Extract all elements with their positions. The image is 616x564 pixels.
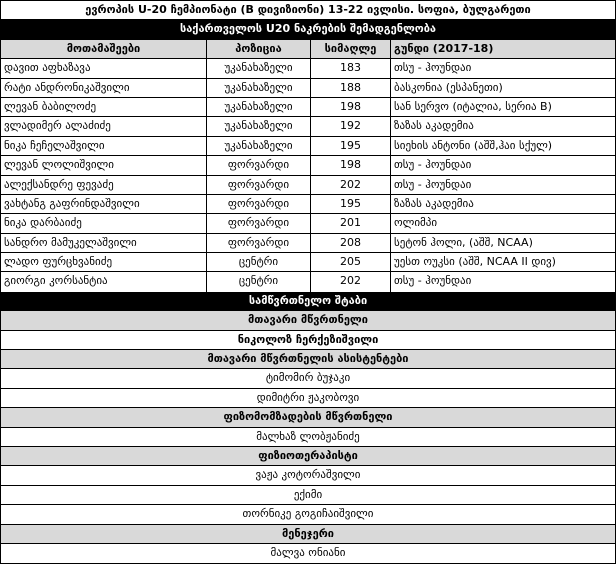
player-height: 202 bbox=[311, 176, 391, 194]
player-position: ფორვარდი bbox=[207, 195, 311, 213]
player-name: გიორგი კორსანტია bbox=[1, 272, 207, 291]
staff-name-row bbox=[1, 428, 615, 447]
staff-name: დიმიტრი ჟაკობოვი bbox=[1, 389, 615, 407]
staff-role-row bbox=[1, 408, 615, 427]
header-players: მოთამაშეები bbox=[1, 40, 207, 58]
staff-role: მენეჯერი bbox=[1, 525, 615, 543]
table-row bbox=[1, 176, 615, 195]
staff-role: ფიზომომზადების მწვრთნელი bbox=[1, 408, 615, 426]
table-row bbox=[1, 79, 615, 98]
player-position: უკანახაზელი bbox=[207, 98, 311, 116]
player-height: 198 bbox=[311, 156, 391, 174]
table-row bbox=[1, 214, 615, 233]
header-team: გუნდი (2017-18) bbox=[391, 40, 615, 58]
roster-banner: საქართველოს U20 ნაკრების შემადგენლობა bbox=[179, 22, 437, 36]
table-row bbox=[1, 98, 615, 117]
table-row bbox=[1, 117, 615, 136]
player-team: ზაზას აკადემია bbox=[394, 196, 474, 210]
table-row bbox=[1, 137, 615, 156]
header-height: სიმაღლე bbox=[311, 40, 391, 58]
staff-name: ტიმომირ ბუჯაკი bbox=[1, 369, 615, 387]
player-name: ვახტანგ გაფრინდაშვილი bbox=[1, 195, 207, 213]
player-team: თსუ - ჰოუნდაი bbox=[394, 177, 472, 191]
player-height: 202 bbox=[311, 272, 391, 291]
player-name: ნიკა დარბაიძე bbox=[1, 214, 207, 232]
player-position: ფორვარდი bbox=[207, 156, 311, 174]
player-team: უესთ ოუკსი (აშშ, NCAA II დივ) bbox=[394, 255, 556, 269]
player-position: ფორვარდი bbox=[207, 176, 311, 194]
staff-name-row bbox=[1, 369, 615, 388]
player-height: 188 bbox=[311, 79, 391, 97]
player-team: თსუ - ჰოუნდაი bbox=[394, 61, 472, 75]
staff-role-row bbox=[1, 311, 615, 330]
player-team: სეტონ ჰოლი, (აშშ, NCAA) bbox=[394, 235, 533, 249]
player-position: ცენტრი bbox=[207, 253, 311, 271]
staff-name: მალვა ონიანი bbox=[1, 544, 615, 563]
player-team: ოლიმპი bbox=[394, 216, 438, 230]
player-team: სიეხის ანტონი (აშშ,ჰაი სქულ) bbox=[394, 138, 553, 152]
player-height: 183 bbox=[311, 59, 391, 77]
player-name: ლევან ბაბილოძე bbox=[1, 98, 207, 116]
staff-name-row bbox=[1, 544, 615, 563]
staff-name: თორნიკე გოგიჩაიშვილი bbox=[1, 505, 615, 523]
player-position: ფორვარდი bbox=[207, 234, 311, 252]
banner-row bbox=[1, 20, 615, 39]
player-name: ნიკა ჩეჩელაშვილი bbox=[1, 137, 207, 155]
staff-role: მთავარი მწვრთნელის ასისტენტები bbox=[1, 350, 615, 368]
staff-role-row bbox=[1, 350, 615, 369]
sheet-title: ევროპის U-20 ჩემპიონატი (B დივიზიონი) 13-22 ივლისი. სოფია, ბულგარეთი bbox=[85, 3, 531, 16]
player-name: ალექსანდრე ფევაძე bbox=[1, 176, 207, 194]
staff-name-row bbox=[1, 466, 615, 485]
table-row bbox=[1, 156, 615, 175]
player-height: 201 bbox=[311, 214, 391, 232]
staff-name-row bbox=[1, 331, 615, 350]
player-team: თსუ - ჰოუნდაი bbox=[394, 274, 472, 288]
player-height: 205 bbox=[311, 253, 391, 271]
player-name: ვლადიმერ ალაძიძე bbox=[1, 117, 207, 135]
staff-name: ექიმი bbox=[1, 486, 615, 504]
player-height: 195 bbox=[311, 195, 391, 213]
player-name: ლადო ფურცხვანიძე bbox=[1, 253, 207, 271]
player-team: სან სერვო (იტალია, სერია B) bbox=[394, 99, 552, 113]
table-row bbox=[1, 195, 615, 214]
staff-name-row bbox=[1, 389, 615, 408]
staff-name-row bbox=[1, 486, 615, 505]
staff-name: მალხაზ ლობჟანიძე bbox=[1, 428, 615, 446]
player-height: 208 bbox=[311, 234, 391, 252]
player-position: უკანახაზელი bbox=[207, 79, 311, 97]
staff-role-row bbox=[1, 525, 615, 544]
staff-name: ვაჟა კოტორაშვილი bbox=[1, 466, 615, 484]
player-position: ფორვარდი bbox=[207, 214, 311, 232]
player-height: 198 bbox=[311, 98, 391, 116]
player-position: უკანახაზელი bbox=[207, 117, 311, 135]
player-name: დავით აფხაზავა bbox=[1, 59, 207, 77]
player-team: თსუ - ჰოუნდაი bbox=[394, 158, 472, 172]
table-row bbox=[1, 234, 615, 253]
player-height: 192 bbox=[311, 117, 391, 135]
staff-name: ნიკოლოზ ჩერქეზიშვილი bbox=[1, 331, 615, 349]
staff-banner-row bbox=[1, 292, 615, 311]
staff-role-row bbox=[1, 447, 615, 466]
table-row bbox=[1, 59, 615, 78]
staff-role: მთავარი მწვრთნელი bbox=[1, 311, 615, 329]
header-position: პოზიცია bbox=[207, 40, 311, 58]
player-name: რატი ანდრონიკაშვილი bbox=[1, 79, 207, 97]
staff-banner: სამწვრთნელო შტაბი bbox=[248, 293, 368, 307]
staff-name-row bbox=[1, 505, 615, 524]
table-row bbox=[1, 272, 615, 291]
table-header bbox=[1, 40, 615, 59]
player-position: უკანახაზელი bbox=[207, 137, 311, 155]
title-row bbox=[1, 1, 615, 20]
staff-role: ფიზიოთერაპისტი bbox=[1, 447, 615, 465]
table-row bbox=[1, 253, 615, 272]
player-name: სანდრო მამუკელაშვილი bbox=[1, 234, 207, 252]
player-position: უკანახაზელი bbox=[207, 59, 311, 77]
player-team: ბასკონია (ესპანეთი) bbox=[394, 80, 503, 94]
player-team: ზაზას აკადემია bbox=[394, 119, 474, 133]
player-position: ცენტრი bbox=[207, 272, 311, 291]
player-height: 195 bbox=[311, 137, 391, 155]
player-name: ლევან ლოლიშვილი bbox=[1, 156, 207, 174]
staff-rows bbox=[1, 311, 615, 563]
player-rows bbox=[1, 59, 615, 292]
